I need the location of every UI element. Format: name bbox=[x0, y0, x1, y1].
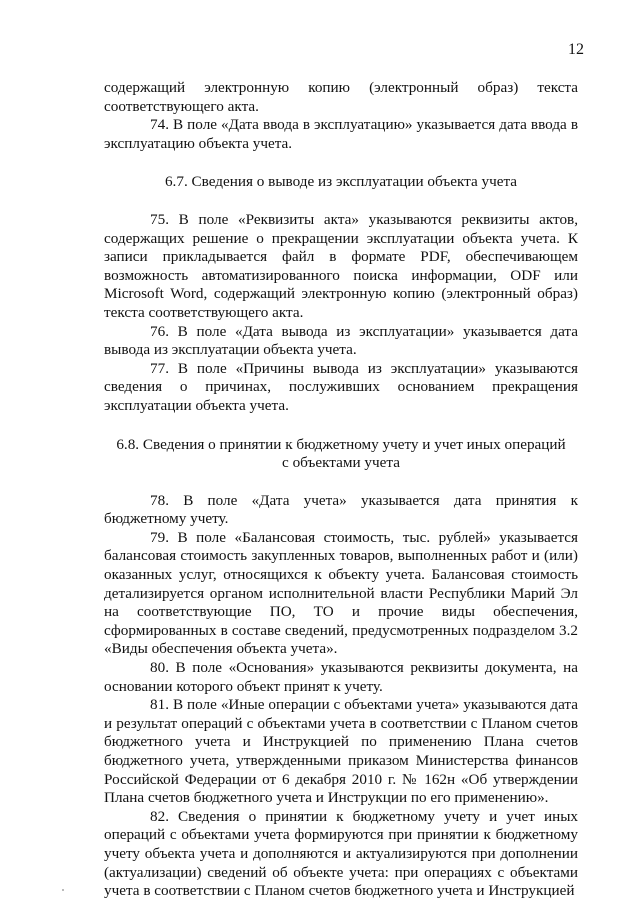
scan-speck bbox=[62, 889, 64, 891]
paragraph-78: 78. В поле «Дата учета» указывается дата принятия к бюджетному учету. bbox=[104, 491, 578, 528]
paragraph-continuation: содержащий электронную копию (электронный образ) текста соответствующего акта. bbox=[104, 79, 578, 115]
page-number: 12 bbox=[568, 41, 584, 58]
section-heading-6-7: 6.7. Сведения о выводе из эксплуатации объекта учета bbox=[164, 173, 518, 191]
document-body bbox=[104, 79, 578, 901]
section-heading-6-8-line1: 6.8. Сведения о принятии к бюджетному учету и учет иных операций bbox=[116, 435, 566, 453]
section-heading-6-8-line2: с объектами учета bbox=[282, 454, 400, 472]
paragraph-82: 82. Сведения о принятии к бюджетному учету и учет иных операций с объектами учета формируются при принятии к бюджетному учету объекта учета и дополняются и актуализируются при дополнении (актуализации) сведений об объекте учета: при операциях с объектами учета в соответствии с Планом счетов бюджетного учета и Инструкцией bbox=[104, 807, 578, 900]
paragraph-80: 80. В поле «Основания» указываются реквизиты документа, на основании которого объект принят к учету. bbox=[104, 659, 578, 695]
paragraph-74: 74. В поле «Дата ввода в эксплуатацию» указывается дата ввода в эксплуатацию объекта учета. bbox=[104, 116, 578, 152]
paragraph-76: 76. В поле «Дата вывода из эксплуатации» указывается дата вывода из эксплуатации объекта учета. bbox=[104, 322, 578, 359]
paragraph-81: 81. В поле «Иные операции с объектами учета» указываются дата и результат операций с объектами учета в соответствии с Планом счетов бюджетного учета и Инструкцией по применению Плана счетов бюджетного учета, утвержденными приказом Министерства финансов Российской Федерации от 6 декабря 2010 г. № 162н «Об утверждении Плана счетов бюджетного учета и Инструкции по его применению». bbox=[104, 696, 578, 807]
section-heading-6-8 bbox=[104, 436, 578, 473]
paragraph-77: 77. В поле «Причины вывода из эксплуатации» указываются сведения о причинах, послуживших основанием прекращения эксплуатации объекта учета. bbox=[104, 359, 578, 414]
paragraph-79: 79. В поле «Балансовая стоимость, тыс. рублей» указывается балансовая стоимость закупленных товаров, выполненных работ и (или) оказанных услуг, относящихся к объекту учета. Балансовая стоимость детализируется органом исполнительной власти Республики Марий Эл на соответствующие ПО, ТО и прочие виды обеспечения, сформированных в составе сведений, предусмотренных подразделом 3.2 «Виды обеспечения объекта учета». bbox=[104, 528, 578, 658]
paragraph-75: 75. В поле «Реквизиты акта» указываются реквизиты актов, содержащих решение о прекращении эксплуатации объекта учета. К записи прикладывается файл в формате PDF, обеспечивающем возможность автоматизированного поиска информации, ODF или Microsoft Word, содержащий электронную копию (электронный образ) текста соответствующего акта. bbox=[104, 210, 578, 321]
